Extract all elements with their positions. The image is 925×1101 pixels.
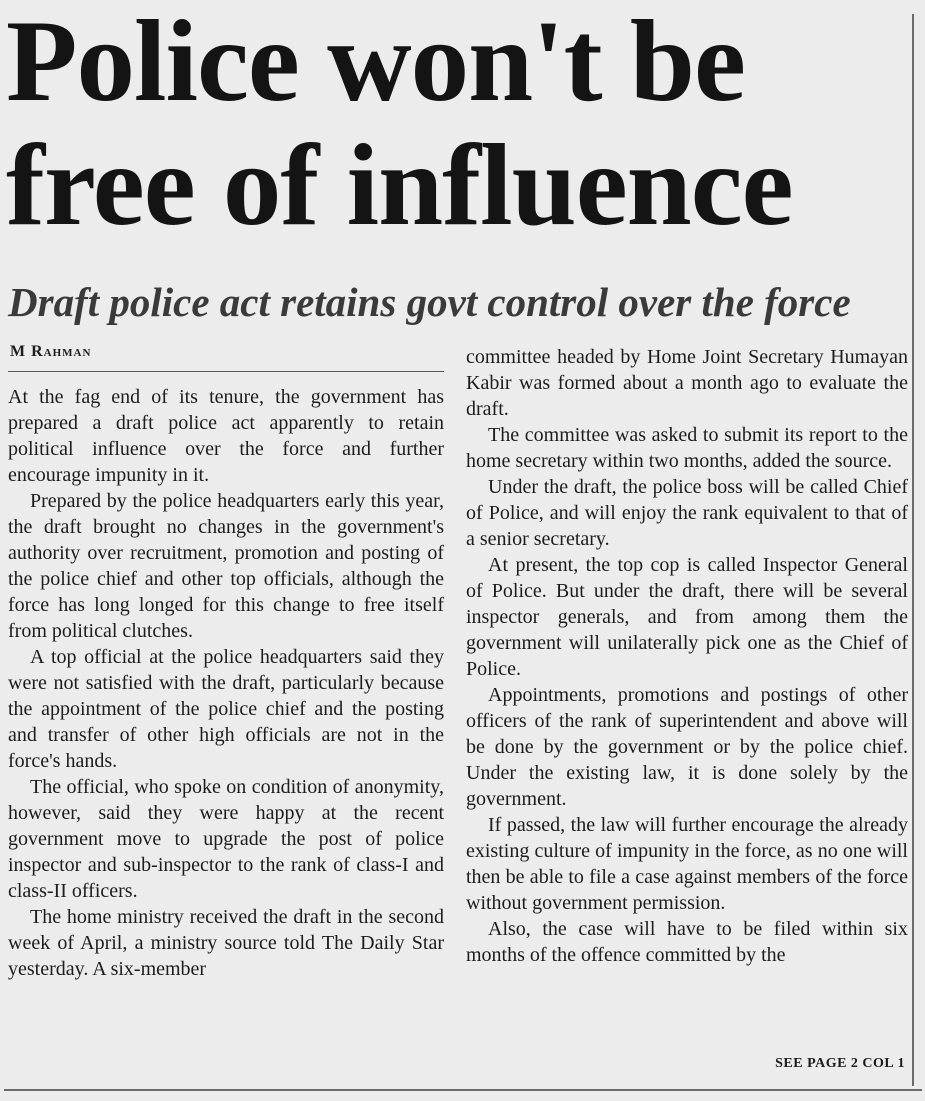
- subheadline: Draft police act retains govt control over the force: [8, 279, 851, 325]
- headline-line-1: Police won't be: [6, 0, 745, 126]
- paragraph: The official, who spoke on condition of anonymity, however, said they were happy at the recent government move to upgrade the post of police inspector and sub-inspector to the rank of class-I and class-II officers.: [8, 776, 444, 902]
- paragraph: Under the draft, the police boss will be called Chief of Police, and will enjoy the rank equivalent to that of a senior secretary.: [466, 476, 908, 550]
- paragraph: A top official at the police headquarters said they were not satisfied with the draft, particularly because the appointment of the police chief and the posting and transfer of other high officials are not in the force's hands.: [8, 646, 444, 772]
- bottom-rule: [4, 1089, 922, 1091]
- paragraph: The home ministry received the draft in the second week of April, a ministry source told The Daily Star yesterday. A six-member: [8, 906, 444, 980]
- headline: [6, 0, 906, 248]
- paragraph: Prepared by the police headquarters early this year, the draft brought no changes in the government's authority over recruitment, promotion and posting of the police chief and other top officials, although the force has long longed for this change to free itself from political clutches.: [8, 490, 444, 642]
- byline-rule: [8, 371, 444, 372]
- jump-line: SEE PAGE 2 COL 1: [775, 1056, 905, 1071]
- column-rule-right: [912, 14, 914, 1086]
- paragraph: At the fag end of its tenure, the government has prepared a draft police act apparently to retain political influence over the force and further encourage impunity in it.: [8, 386, 444, 486]
- paragraph: Appointments, promotions and postings of other officers of the rank of superintendent and above will be done by the government or by the police chief. Under the existing law, it is done solely by the government.: [466, 684, 908, 810]
- paragraph: The committee was asked to submit its report to the home secretary within two months, added the source.: [466, 424, 908, 472]
- headline-line-2: free of influence: [6, 121, 793, 250]
- article-column-right: [466, 344, 908, 968]
- paragraph: Also, the case will have to be filed within six months of the offence committed by the: [466, 918, 908, 966]
- byline: M Rahman: [10, 343, 92, 360]
- paragraph: At present, the top cop is called Inspector General of Police. But under the draft, there will be several inspector generals, and from among them the government will unilaterally pick one as the Chief of Police.: [466, 554, 908, 680]
- article-column-left: [8, 384, 444, 982]
- paragraph: If passed, the law will further encourage the already existing culture of impunity in the force, as no one will then be able to file a case against members of the force without government permission.: [466, 814, 908, 914]
- paragraph: committee headed by Home Joint Secretary Humayan Kabir was formed about a month ago to evaluate the draft.: [466, 346, 908, 420]
